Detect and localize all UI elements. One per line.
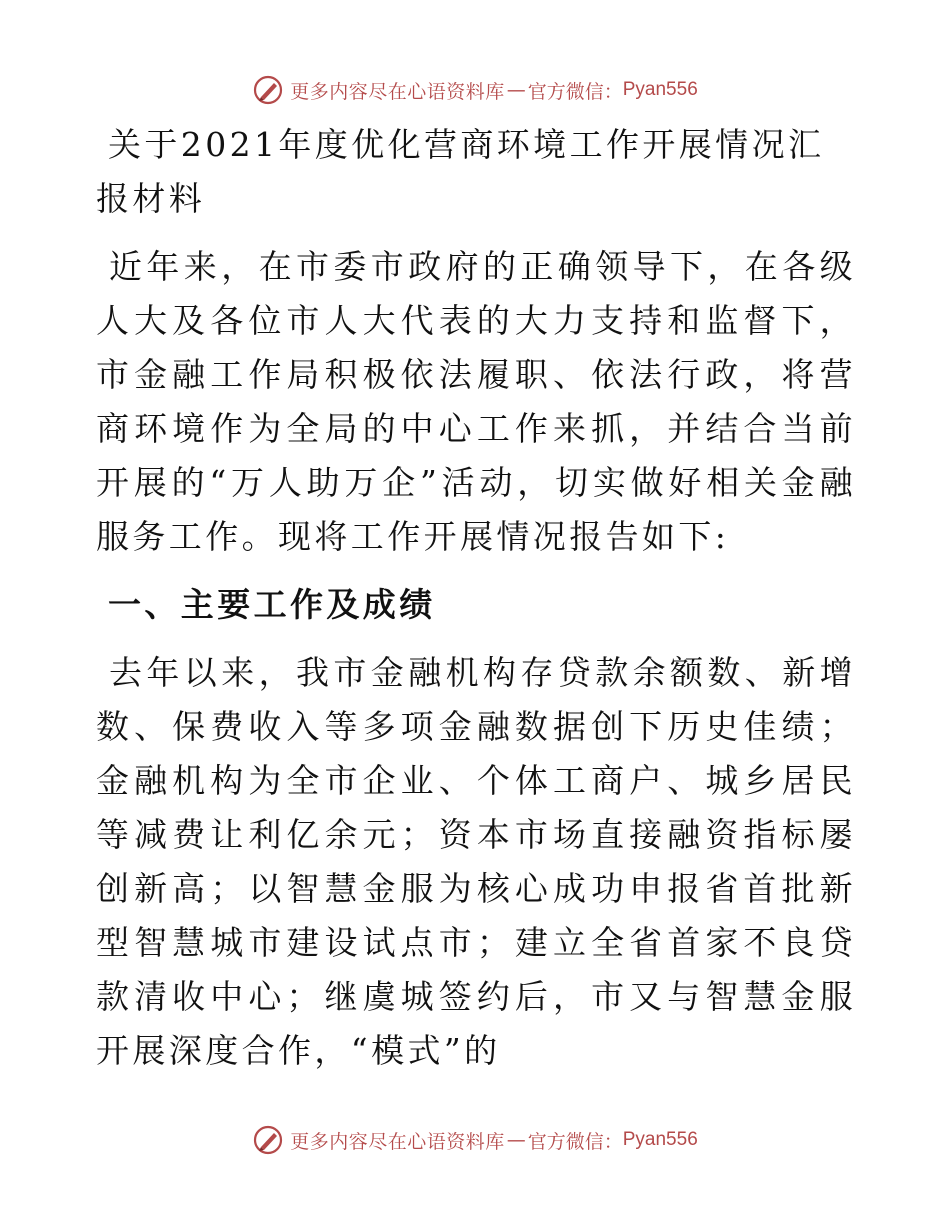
banner-separator: — xyxy=(506,1129,526,1151)
header-banner xyxy=(0,70,950,110)
pen-logo-icon xyxy=(252,74,284,106)
banner-slogan: 更多内容尽在心语资料库 xyxy=(290,80,505,103)
intro-paragraph xyxy=(96,240,856,564)
section-heading: 一、主要工作及成绩 xyxy=(108,585,436,624)
document-title: 关于2021年度优化营商环境工作开展情况汇报材料 xyxy=(96,125,825,218)
banner-official-label: 官方微信： xyxy=(527,1130,623,1153)
document-body xyxy=(96,118,856,1092)
banner-slogan: 更多内容尽在心语资料库 xyxy=(290,1130,505,1153)
banner-wechat-id: Pyan556 xyxy=(622,79,698,100)
pen-logo-icon xyxy=(252,1124,284,1156)
banner-wechat-id: Pyan556 xyxy=(622,1129,698,1150)
banner-official-label: 官方微信： xyxy=(527,80,623,103)
section-paragraph xyxy=(96,646,856,1078)
footer-banner xyxy=(0,1120,950,1160)
banner-separator: — xyxy=(506,79,526,101)
section-text: 去年以来，我市金融机构存贷款余额数、新增数、保费收入等多项金融数据创下历史佳绩；金融机构为全市企业、个体工商户、城乡居民等减费让利亿余元；资本市场直接融资指标屡创新高；以智慧金服为核心成功申报省首批新型智慧城市建设试点市；建立全省首家不良贷款清收中心；继虞城签约后，市又与智慧金服开展深度合作，“模式”的 xyxy=(96,653,856,1070)
intro-text: 近年来，在市委市政府的正确领导下，在各级人大及各位市人大代表的大力支持和监督下，市金融工作局积极依法履职、依法行政，将营商环境作为全局的中心工作来抓，并结合当前开展的“万人助万企”活动，切实做好相关金融服务工作。现将工作开展情况报告如下: xyxy=(96,247,856,556)
